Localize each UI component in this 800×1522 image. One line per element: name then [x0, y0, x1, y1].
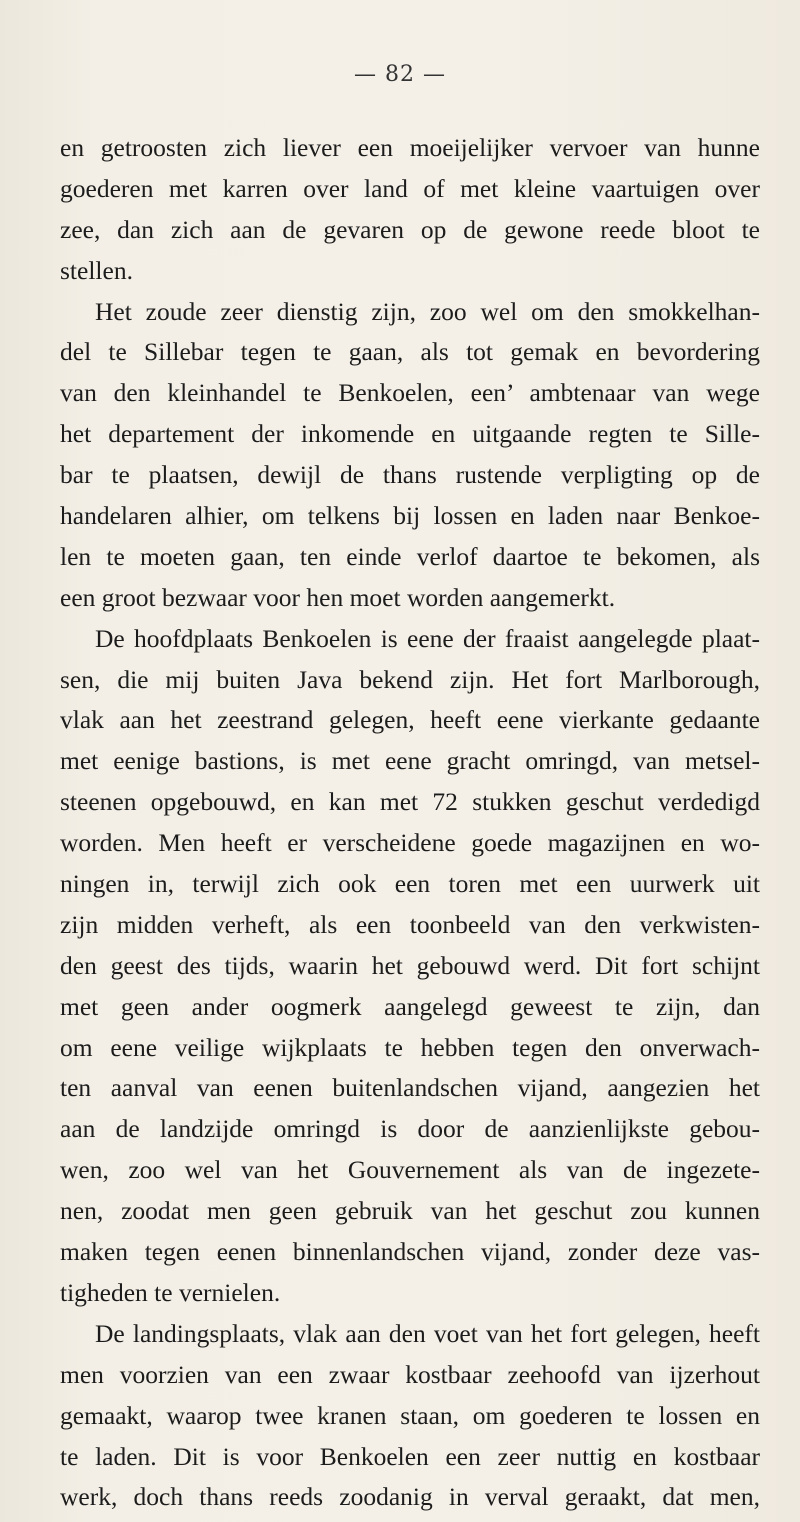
text-line: De hoofdplaats Benkoelen is eene der fraaist aangelegde plaat-: [95, 623, 760, 653]
text-line: worden. Men heeft er verscheidene goede magazijnen en wo-: [60, 828, 760, 858]
page-number: — 82 —: [354, 62, 446, 87]
text-line: len te moeten gaan, ten einde verlof daartoe te bekomen, als: [60, 541, 760, 571]
text-line: ningen in, terwijl zich ook een toren met een uurwerk uit: [60, 869, 760, 899]
body-text: [60, 128, 760, 1518]
text-line: een groot bezwaar voor hen moet worden aangemerkt.: [60, 582, 616, 612]
text-line: del te Sillebar tegen te gaan, als tot gemak en bevordering: [60, 337, 760, 367]
text-line: den geest des tijds, waarin het gebouwd werd. Dit fort schijnt: [60, 950, 760, 980]
text-line: aan de landzijde omringd is door de aanzienlijkste gebou-: [60, 1114, 760, 1144]
text-line: tigheden te vernielen.: [60, 1277, 281, 1307]
text-line: steenen opgebouwd, en kan met 72 stukken geschut verdedigd: [60, 787, 760, 817]
text-line: wen, zoo wel van het Gouvernement als van de ingezete-: [60, 1155, 760, 1185]
text-line: zijn midden verheft, als een toonbeeld van den verkwisten-: [60, 909, 760, 939]
text-line: sen, die mij buiten Java bekend zijn. Het fort Marlborough,: [60, 664, 760, 694]
text-line: met eenige bastions, is met eene gracht omringd, van metsel-: [60, 746, 760, 776]
text-line: werk, doch thans reeds zoodanig in verval geraakt, dat men,: [60, 1482, 760, 1512]
text-line: en getroosten zich liever een moeijelijker vervoer van hunne: [60, 133, 760, 162]
text-line: maken tegen eenen binnenlandschen vijand, zonder deze vas-: [60, 1237, 760, 1267]
text-line: vlak aan het zeestrand gelegen, heeft eene vierkante gedaante: [60, 705, 760, 735]
text-line: men voorzien van een zwaar kostbaar zeehoofd van ijzerhout: [60, 1359, 760, 1389]
text-line: met geen ander oogmerk aangelegd geweest te zijn, dan: [60, 991, 760, 1021]
text-line: nen, zoodat men geen gebruik van het geschut zou kunnen: [60, 1196, 760, 1226]
text-line: het departement der inkomende en uitgaande regten te Sille-: [60, 419, 760, 449]
text-line: goederen met karren over land of met kleine vaartuigen over: [60, 173, 760, 203]
text-line: van den kleinhandel te Benkoelen, een’ ambtenaar van wege: [60, 378, 760, 408]
text-line: zee, dan zich aan de gevaren op de gewone reede bloot te: [60, 214, 760, 244]
text-line: handelaren alhier, om telkens bij lossen en laden naar Benkoe-: [60, 501, 760, 531]
text-line: ten aanval van eenen buitenlandschen vijand, aangezien het: [60, 1073, 760, 1103]
text-line: te laden. Dit is voor Benkoelen een zeer nuttig en kostbaar: [60, 1441, 760, 1471]
text-line: De landingsplaats, vlak aan den voet van het fort gelegen, heeft: [95, 1318, 760, 1348]
text-line: om eene veilige wijkplaats te hebben tegen den onverwach-: [60, 1032, 760, 1062]
text-line: bar te plaatsen, dewijl de thans rustende verpligting op de: [60, 460, 760, 490]
text-line: stellen.: [60, 255, 133, 285]
text-line: gemaakt, waarop twee kranen staan, om goederen te lossen en: [60, 1400, 760, 1430]
text-line: Het zoude zeer dienstig zijn, zoo wel om den smokkelhan-: [95, 296, 760, 326]
